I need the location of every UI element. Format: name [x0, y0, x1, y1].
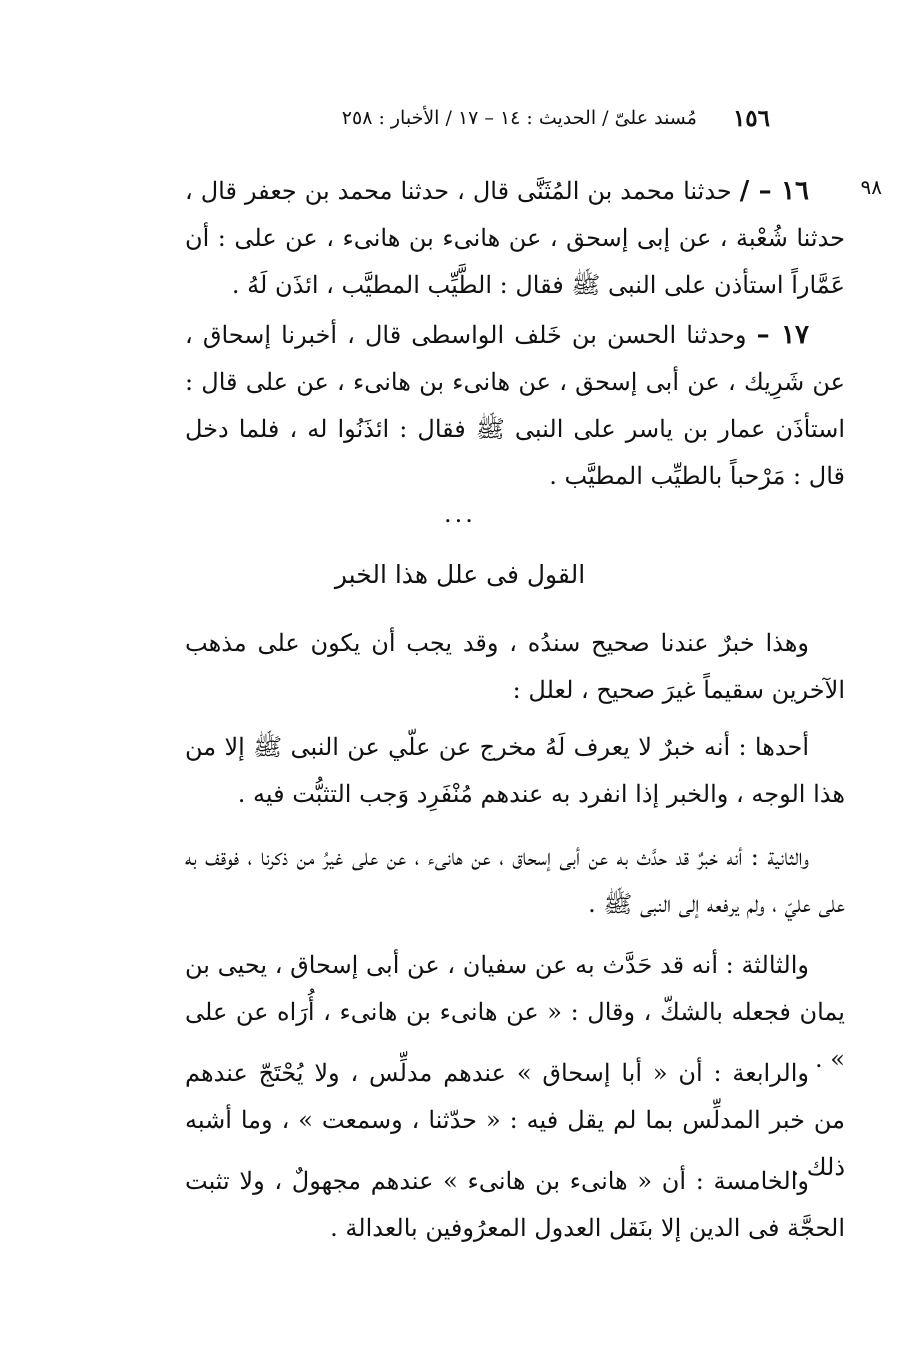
margin-reference: ٩٨	[860, 175, 882, 199]
hadith-16-text: حدثنا محمد بن المُثَنَّى قال ، حدثنا محمد بن جعفر قال ، حدثنا شُعْبة ، عن إبى إسحق ، عن هانىء بن هانىء ، عن على : أن عَمَّاراً استأذن على النبى ﷺ فقال : الطَّيِّب المطيَّب ، ائذَن لَهُ .	[185, 177, 845, 299]
section-separator: ...	[444, 500, 476, 528]
hadith-17-text: وحدثنا الحسن بن خَلف الواسطى قال ، أخبرنا إسحاق ، عن شَرِيك ، عن أبى إسحق ، عن هانىء بن هانىء ، عن على قال : استأذَن عمار بن ياسر على النبى ﷺ فقال : ائذَنُوا له ، فلما دخل قال : مَرْحباً بالطيِّب المطيَّب .	[185, 321, 845, 490]
paragraph	[185, 1158, 845, 1252]
paragraph-text: والثالثة : أنه قد حَدَّث به عن سفيان ، عن أبى إسحاق ، يحيى بن يمان فجعله بالشكّ ، وقال : « عن هانىء بن هانىء ، أُرَاه عن على » .	[185, 951, 845, 1073]
paragraph	[185, 724, 845, 818]
page-header	[270, 100, 770, 136]
paragraph-text: والخامسة : أن « هانىء بن هانىء » عندهم مجهولٌ ، ولا تثبت الحجَّة فى الدين إلا بنَقل العدول المعرُوفين بالعدالة .	[185, 1167, 845, 1242]
hadith-17	[185, 312, 845, 500]
paragraph-text: وهذا خبرٌ عندنا صحيح سندُه ، وقد يجب أن يكون على مذهب الآخرين سقيماً غيرَ صحيح ، لعلل :	[185, 629, 845, 704]
hadith-16-number: ١٦ – /	[739, 176, 809, 206]
hadith-16	[185, 168, 845, 309]
paragraph	[185, 620, 845, 714]
running-head: مُسند علىّ / الحديث : ١٤ – ١٧ / الأخبار : ٢٥٨	[341, 107, 697, 129]
paragraph-text: أحدها : أنه خبرٌ لا يعرف لَهُ مخرج عن علّي عن النبى ﷺ إلا من هذا الوجه ، والخبر إذا انفرد به عندهم مُنْفَرِد وَجب التثبُّت فيه .	[185, 733, 845, 808]
hadith-17-number: ١٧ –	[756, 320, 810, 350]
paragraph-text: والرابعة : أن « أبا إسحاق » عندهم مدلِّس ، ولا يُحْتَجّ عندهم من خبر المدلِّس بما لم يقل فيه : « حدّثنا ، وسمعت » ، وما أشبه ذلك .	[185, 1059, 845, 1181]
page-number: ١٥٦	[732, 104, 770, 132]
paragraph-text: والثانية : أنه خبرٌ قد حدَّث به عن أبى إسحاق ، عن هانىء ، عن على غيرُ من ذكرنا ، فوقف به على عليّ ، ولم يرفعه إلى النبى ﷺ .	[185, 843, 845, 918]
paragraph	[185, 834, 845, 928]
section-title: القول فى علل هذا الخبر	[334, 560, 586, 589]
